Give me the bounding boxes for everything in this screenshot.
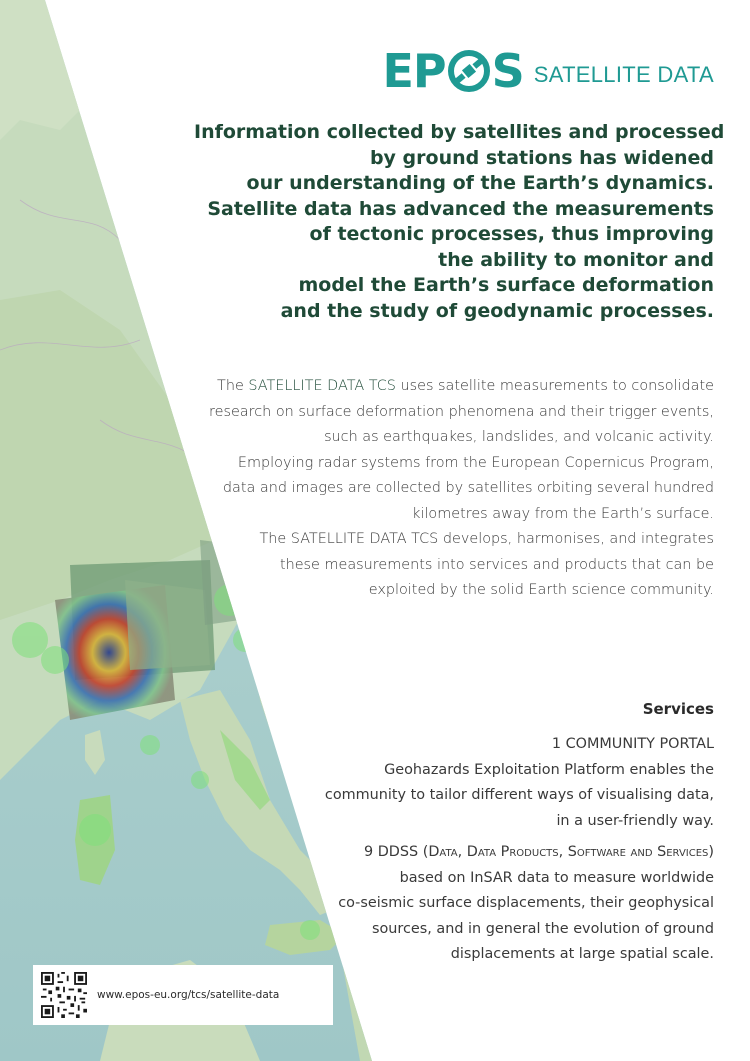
services-line: based on InSAR data to measure worldwide (399, 869, 714, 886)
headline-line: Satellite data has advanced the measurements (207, 197, 714, 220)
body-line (194, 374, 714, 400)
services-line: co-seismic surface displacements, their geophysical (338, 895, 714, 911)
body-line: data and images are collected by satellites orbiting several hundred (222, 480, 714, 496)
body-text (194, 374, 714, 604)
body-line-pre: The (217, 378, 249, 394)
services-line: 9 DDSS (Data, Data Products, Software and Services) (363, 844, 714, 860)
tcs-highlight: SATELLITE DATA TCS (248, 378, 396, 394)
body-line: such as earthquakes, landslides, and volcanic activity. (324, 429, 714, 445)
services-line: displacements at large spatial scale. (450, 946, 714, 962)
logo-text-left: EP (382, 44, 446, 98)
headline-line: Information collected by satellites and processed (194, 121, 725, 143)
body-line: The SATELLITE DATA TCS develops, harmonises, and integrates (259, 531, 714, 547)
headline-line: of tectonic processes, thus improving (309, 223, 714, 245)
services-line: community to tailor different ways of visualising data, (324, 787, 714, 803)
body-line: exploited by the solid Earth science community. (368, 582, 714, 598)
headline-line: model the Earth’s surface deformation (298, 274, 714, 296)
services-line: Geohazards Exploitation Platform enables the (384, 761, 714, 778)
logo-text-right: S (491, 44, 524, 98)
body-line-post: uses satellite measurements to consolidate (395, 378, 714, 394)
services-line: in a user-friendly way. (556, 812, 714, 829)
body-line: Employing radar systems from the European Copernicus Program, (237, 454, 714, 471)
headline-line: the ability to monitor and (438, 248, 714, 271)
footer-link-box[interactable] (33, 965, 333, 1025)
logo-subtitle: SATELLITE DATA (533, 62, 714, 87)
services-heading: Services (642, 700, 714, 718)
body-line: kilometres away from the Earth’s surface. (412, 505, 714, 522)
services-line: sources, and in general the evolution of ground (371, 920, 714, 937)
logo-wordmark (382, 44, 523, 98)
footer-url-link[interactable]: www.epos-eu.org/tcs/satellite-data (97, 989, 280, 1001)
epos-logo (382, 44, 714, 98)
headline-line: and the study of geodynamic processes. (280, 299, 714, 322)
body-line: research on surface deformation phenomena and their trigger events, (209, 403, 714, 420)
qr-code-icon[interactable] (41, 972, 87, 1018)
headline-line: our understanding of the Earth’s dynamics. (246, 172, 714, 194)
services-line: 1 COMMUNITY PORTAL (551, 736, 714, 752)
headline (194, 120, 725, 324)
satellite-globe-icon (447, 49, 491, 93)
services-list (294, 732, 714, 968)
headline-line: by ground stations has widened (369, 146, 714, 169)
body-line: these measurements into services and products that can be (279, 556, 714, 573)
